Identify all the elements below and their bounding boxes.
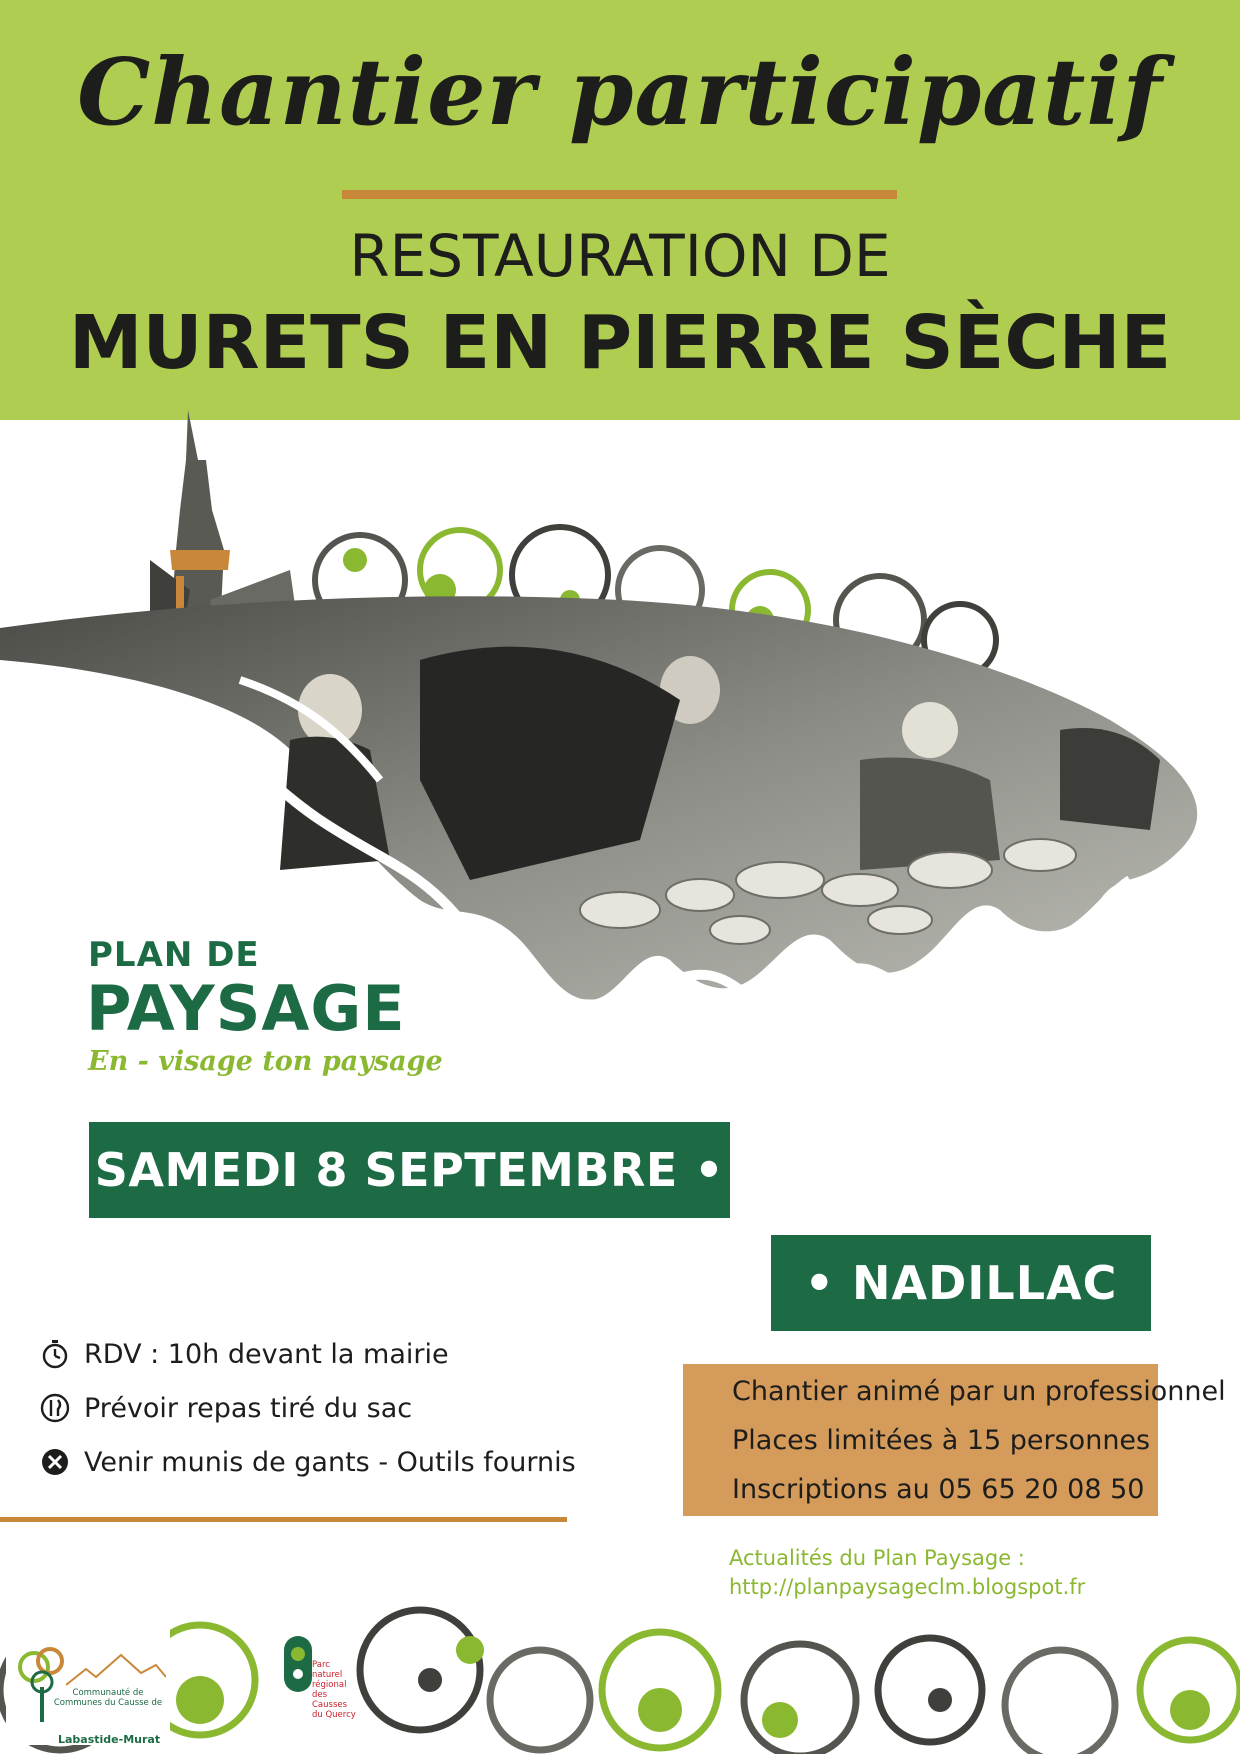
oak-tree-icon	[12, 1637, 72, 1727]
parc-text: Parc naturel régional des Causses du Quercy	[312, 1660, 356, 1720]
subtitle-line1: RESTAURATION DE	[349, 222, 891, 290]
info-item-tools	[40, 1442, 600, 1482]
script-title: Chantier participatif	[77, 38, 1163, 146]
info-item-rdv	[40, 1334, 600, 1374]
stopwatch-icon	[40, 1339, 70, 1369]
news-url-link[interactable]: http://planpaysageclm.blogspot.fr	[729, 1575, 1086, 1599]
tools-icon	[40, 1447, 70, 1477]
brand-plan-de: PLAN DE	[88, 935, 260, 975]
parc-hand-icon	[282, 1634, 316, 1694]
info-item-meal	[40, 1388, 600, 1428]
info-text: Venir munis de gants - Outils fournis	[84, 1446, 576, 1478]
brand-paysage: PAYSAGE	[86, 972, 406, 1045]
bottom-shrubs-decoration	[0, 1540, 1240, 1754]
event-location: • NADILLAC	[771, 1235, 1151, 1331]
village-outline-icon	[66, 1647, 166, 1687]
ccl-logo	[6, 1625, 170, 1745]
title-divider	[342, 190, 897, 199]
event-date: SAMEDI 8 SEPTEMBRE •	[89, 1122, 730, 1218]
ccl-text: Communauté de Communes du Causse de	[53, 1688, 163, 1708]
info-text: Prévoir repas tiré du sac	[84, 1392, 413, 1424]
info-divider	[0, 1517, 567, 1522]
brand-tagline: En - visage ton paysage	[88, 1046, 443, 1077]
ccl-name: Labastide-Murat	[58, 1733, 161, 1746]
detail-line: Chantier animé par un professionnel	[732, 1376, 1226, 1407]
detail-line: Inscriptions au 05 65 20 08 50	[732, 1474, 1145, 1505]
news-label: Actualités du Plan Paysage :	[729, 1546, 1025, 1570]
cutlery-icon	[40, 1393, 70, 1423]
detail-line: Places limitées à 15 personnes	[732, 1425, 1151, 1456]
info-text: RDV : 10h devant la mairie	[84, 1338, 449, 1370]
subtitle-line2: MURETS EN PIERRE SÈCHE	[68, 300, 1172, 386]
